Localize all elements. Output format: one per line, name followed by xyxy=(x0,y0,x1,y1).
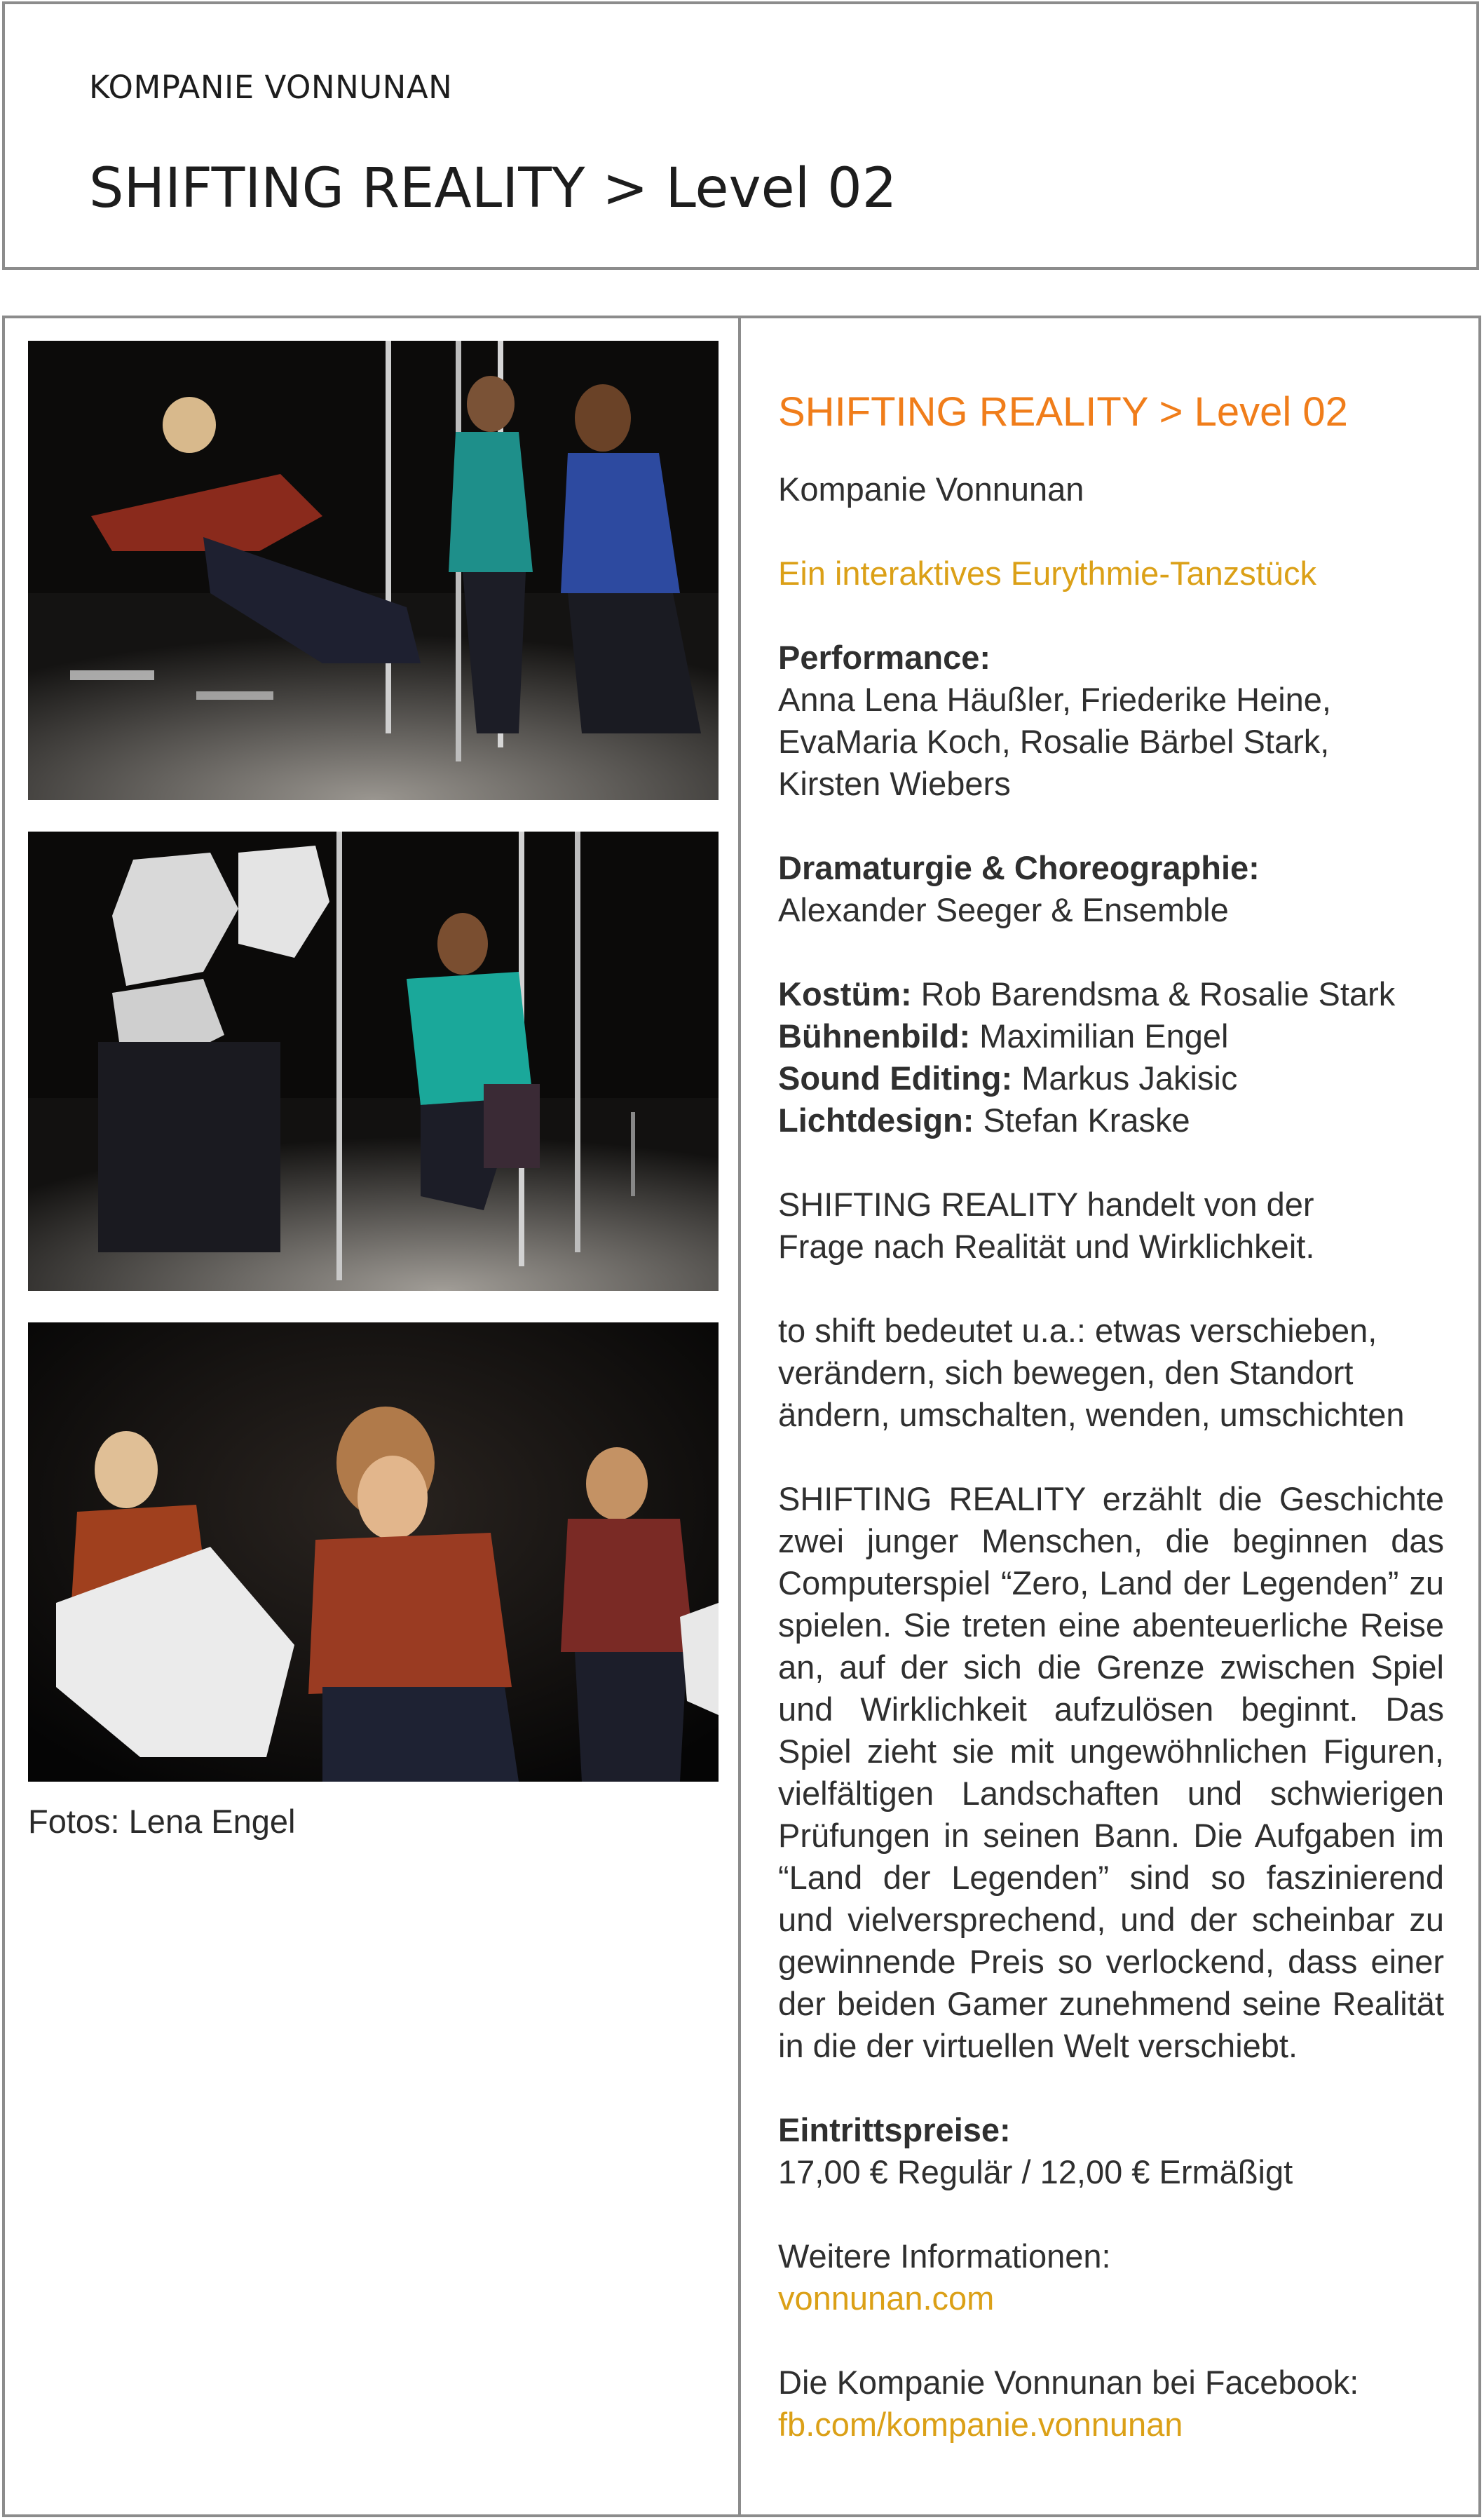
credit-label: Kostüm: xyxy=(778,975,912,1012)
facebook-link[interactable]: fb.com/kompanie.vonnunan xyxy=(778,2406,1183,2443)
website-link[interactable]: vonnunan.com xyxy=(778,2279,995,2317)
credit-costume xyxy=(778,973,1444,1015)
event-title: SHIFTING REALITY > Level 02 xyxy=(778,389,1348,435)
credit-value: Stefan Kraske xyxy=(983,1102,1190,1139)
intro-paragraph xyxy=(778,1184,1444,1268)
credit-light xyxy=(778,1099,1444,1142)
prices-label: Eintrittspreise: xyxy=(778,2111,1011,2148)
page-title: SHIFTING REALITY > Level 02 xyxy=(89,157,897,220)
shift-line: ändern, umschalten, wenden, umschichten xyxy=(778,1396,1405,1433)
credit-value: Rob Barendsma & Rosalie Stark xyxy=(920,975,1396,1012)
photo-dancers-jumping xyxy=(28,341,719,800)
info-label: Weitere Informationen: xyxy=(778,2237,1111,2275)
performance-section xyxy=(778,637,1444,805)
credit-sound xyxy=(778,1057,1444,1099)
intro-line: Frage nach Realität und Wirklichkeit. xyxy=(778,1228,1315,1265)
credit-stage xyxy=(778,1015,1444,1057)
performance-names-line: Anna Lena Häußler, Friederike Heine, xyxy=(778,681,1331,718)
credit-label: Bühnenbild: xyxy=(778,1017,971,1055)
story-paragraph: SHIFTING REALITY erzählt die Geschichte zwei junger Menschen, die beginnen das Computerspiel “Zero, Land der Legenden” zu spielen. Sie treten eine abenteuerliche Reise an, auf der sich die Grenze zwischen Spiel und Wirklichkeit aufzulösen beginnt. Das Spiel zieht sie mit ungewöhnlichen Figuren, vielfältigen Landschaften und schwierigen Prüfungen in seinen Bann. Die Aufgaben im “Land der Legenden” sind so faszinierend und vielversprechend, und der scheinbar zu gewinnende Preis so verlockend, dass einer der beiden Gamer zunehmend seine Realität in die der virtuellen Welt verschiebt. xyxy=(778,1480,1444,2064)
shift-line: to shift bedeutet u.a.: etwas verschieben, xyxy=(778,1312,1377,1349)
company-name: Kompanie Vonnunan xyxy=(778,470,1084,508)
photo-dancers-costumes xyxy=(28,1322,719,1782)
company-logo: KOMPANIE VONNUNAN xyxy=(89,69,453,106)
dramaturgie-label: Dramaturgie & Choreographie: xyxy=(778,849,1260,886)
photo-dancers-mirror xyxy=(28,832,719,1291)
prices-section xyxy=(778,2109,1444,2193)
photo-credit: Fotos: Lena Engel xyxy=(28,1803,296,1840)
shift-line: verändern, sich bewegen, den Standort xyxy=(778,1354,1354,1391)
event-subtitle: Ein interaktives Eurythmie-Tanzstück xyxy=(778,555,1316,592)
performance-names-line: Kirsten Wiebers xyxy=(778,765,1011,802)
column-divider xyxy=(738,316,741,2517)
info-section xyxy=(778,2235,1444,2319)
facebook-section xyxy=(778,2362,1444,2446)
credit-value: Markus Jakisic xyxy=(1021,1059,1238,1097)
shift-paragraph xyxy=(778,1310,1444,1436)
performance-label: Performance: xyxy=(778,639,991,676)
credit-label: Lichtdesign: xyxy=(778,1102,974,1139)
event-details xyxy=(778,384,1444,2488)
intro-line: SHIFTING REALITY handelt von der xyxy=(778,1186,1314,1223)
facebook-label: Die Kompanie Vonnunan bei Facebook: xyxy=(778,2364,1359,2401)
performance-names-line: EvaMaria Koch, Rosalie Bärbel Stark, xyxy=(778,723,1330,760)
prices-value: 17,00 € Regulär / 12,00 € Ermäßigt xyxy=(778,2153,1293,2190)
credits-section xyxy=(778,973,1444,1142)
dramaturgie-value: Alexander Seeger & Ensemble xyxy=(778,891,1229,928)
dramaturgie-section xyxy=(778,847,1444,931)
header-box xyxy=(2,1,1479,270)
credit-label: Sound Editing: xyxy=(778,1059,1013,1097)
credit-value: Maximilian Engel xyxy=(979,1017,1229,1055)
